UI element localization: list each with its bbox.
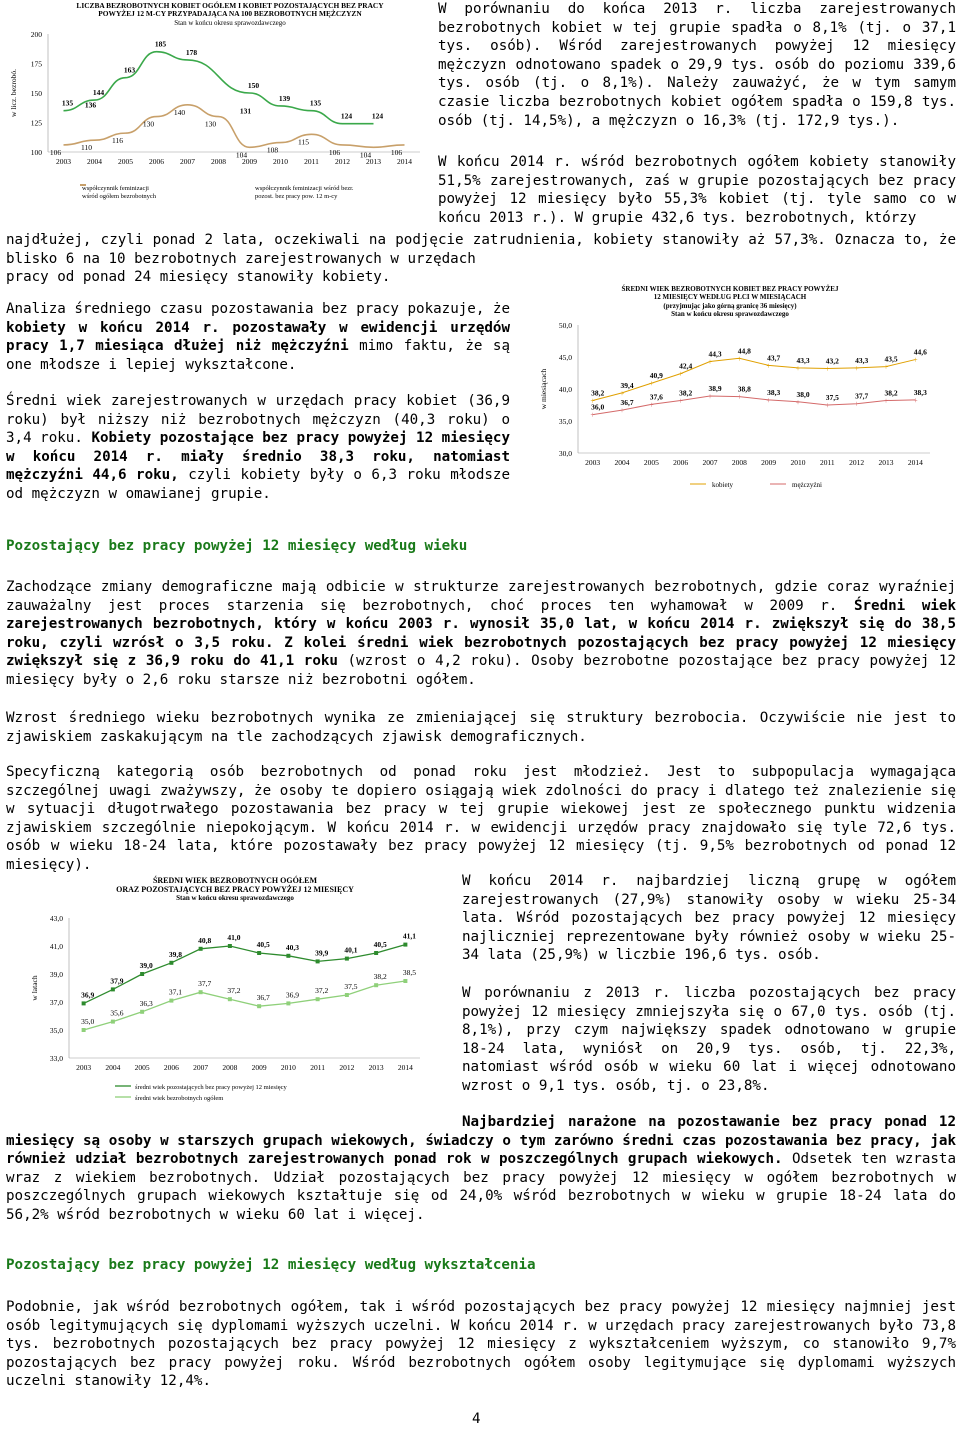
data-label: 40,5: [256, 940, 270, 949]
data-label: 38,9: [708, 384, 722, 394]
legend-label-ogolem: średni wiek bezrobotnych ogółem: [135, 1095, 224, 1102]
y-tick-label: 150: [30, 89, 42, 98]
data-label: 38,8: [737, 384, 751, 394]
y-axis-label: w miesiącach: [539, 368, 548, 410]
data-label: 44,6: [913, 347, 927, 357]
data-point-marker: [199, 990, 203, 994]
chart3-title2: ORAZ POZOSTAJĄCYCH BEZ PRACY POWYŻEJ 12 MIESIĘCY: [116, 885, 354, 894]
data-label: 135: [61, 98, 74, 108]
data-label: 136: [84, 100, 97, 110]
y-tick-label: 50,0: [558, 321, 572, 330]
chart1-subtitle: Stan w końcu okresu sprawozdawczego: [174, 19, 286, 27]
data-label: 38,2: [373, 972, 387, 982]
text-left-mid-2b: Kobiety pozostające bez pracy powyżej 12 miesięcy w końcu 2014 r. miały średnio 38,3 roku, natomiast mężczyźni 44,6 roku,: [6, 430, 510, 484]
y-tick-label: 125: [30, 118, 42, 128]
data-label: 124: [340, 111, 353, 121]
x-tick-label: 2012: [849, 458, 865, 467]
text-para-d1: Najbardziej narażone na pozostawanie bez pracy ponad 12 miesięcy są osoby w starszych grupach wiekowych, świadczy o tym zarówno średni czas pozostawania bez pracy, jak również udział bezrobotnych zarejestrowanych ponad rok w poszczególnych grupach wiekowych.: [6, 1114, 956, 1168]
text-para-b: Wzrost średniego wieku bezrobotnych wynika ze zmieniającej się struktury bezrobocia. Oczywiście nie jest to zjawiskiem zaskakującym na tle zachodzących zjawisk demograficznych.: [6, 710, 956, 745]
x-tick-label: 2013: [878, 458, 894, 467]
x-tick-label: 2003: [56, 157, 71, 166]
data-label: 39,9: [315, 948, 329, 958]
legend-label-ogolem-2: wśród ogółem bezrobotnych: [82, 193, 157, 200]
text-para-e: Podobnie, jak wśród bezrobotnych ogółem, tak i wśród pozostających bez pracy powyżej 12 miesięcy najmniej jest osób legitymujących się dyplomami wyższych uczelni. W końcu 2014 r. w urzędach pracy zarejestrowanych było 73,8 tys. bezrobotnych pozostających bez pracy powyżej 12 miesięcy z wykształceniem wyższym, co stanowiło 9,7% pozostających bez pracy powyżej roku. Wśród bezrobotnych ogółem osoby legitymujące się dyplomami wyższych uczelni stanowiły 12,4%.: [6, 1299, 956, 1390]
data-label: 38,5: [402, 968, 416, 977]
x-tick-label: 2011: [819, 458, 835, 467]
data-label: 43,2: [825, 356, 839, 366]
data-label: 185: [154, 39, 167, 49]
text-left-mid-2c: czyli kobiety były o 6,3 roku młodsze od mężczyzn w omawianej grupie.: [6, 467, 510, 502]
data-label: 43,5: [884, 354, 898, 364]
x-tick-label: 2005: [134, 1063, 150, 1072]
x-tick-label: 2008: [222, 1063, 238, 1072]
data-point-marker: +: [707, 392, 713, 402]
data-label: 106: [328, 147, 341, 157]
x-tick-label: 2007: [702, 458, 718, 467]
chart2-subtitle: (przyjmując jako górną granicę 36 miesięcy): [663, 302, 797, 310]
data-point-marker: +: [825, 401, 830, 410]
data-point-marker: [403, 979, 407, 983]
data-point-marker: [316, 997, 320, 1001]
data-label: 116: [112, 136, 123, 146]
data-point-marker: [111, 987, 115, 991]
data-point-marker: +: [825, 364, 830, 374]
data-point-marker: +: [795, 363, 801, 373]
data-point-marker: +: [883, 396, 889, 406]
y-tick-label: 43,0: [49, 914, 63, 923]
text-full-1-tail: pracy od ponad 24 miesięcy stanowiły kobiety.: [6, 269, 391, 285]
data-point-marker: [345, 957, 349, 961]
data-label: 40,5: [373, 940, 387, 949]
x-tick-label: 2004: [105, 1063, 121, 1072]
data-label: 104: [235, 150, 248, 160]
data-label: 44,8: [737, 346, 751, 356]
data-point-marker: [257, 951, 261, 955]
heading-age: Pozostający bez pracy powyżej 12 miesięcy według wieku: [6, 538, 468, 554]
x-tick-label: 2007: [193, 1063, 209, 1072]
x-tick-label: 2012: [339, 1063, 355, 1072]
data-label: 135: [309, 98, 322, 108]
data-label: 130: [142, 119, 155, 129]
y-axis-label: w latach: [30, 975, 39, 1001]
y-tick-label: 39,0: [49, 970, 63, 979]
data-point-marker: +: [913, 355, 918, 365]
x-tick-label: 2013: [368, 1063, 384, 1072]
x-tick-label: 2011: [304, 157, 319, 166]
data-label: 42,4: [679, 361, 693, 371]
text-right-low-2: W porównaniu z 2013 r. liczba pozostających bez pracy powyżej 12 miesięcy zmniejszyła się o 67,0 tys. osób (tj. 8,1%), przy czym największy spadek odnotowano w grupie 18-24 lata, wyniósł on 20,9 tys. osób, tj. 22,3%, natomiast wśród osób w wieku 60 lat i więcej odnotowano wzrost o 9,1 tys. osób, tj. o 23,8%.: [462, 985, 956, 1094]
data-point-marker: +: [883, 362, 889, 372]
data-point-marker: [374, 983, 378, 987]
y-tick-label: 200: [30, 30, 42, 39]
data-point-marker: [228, 997, 232, 1001]
data-point-marker: +: [619, 406, 625, 416]
data-label: 115: [298, 137, 309, 147]
data-label: 178: [185, 47, 198, 57]
data-label: 139: [278, 93, 291, 103]
text-left-mid-1a: Analiza średniego czasu pozostawania bez pracy pokazuje, że: [6, 301, 510, 317]
text-left-mid-2: [6, 392, 510, 504]
data-label: 38,2: [884, 388, 898, 398]
data-label: 37,5: [344, 982, 358, 991]
data-label: 37,2: [227, 986, 241, 996]
text-full-1: najdłużej, czyli ponad 2 lata, oczekiwali na podjęcie zatrudnienia, kobiety stanowiły aż 57,3%. Oznacza to, że blisko 6 na 10 bezrobotnych zarejestrowanych w urzędach: [6, 232, 956, 267]
page-number: 4: [472, 1411, 481, 1427]
data-label: 38,3: [913, 387, 927, 397]
x-tick-label: 2005: [643, 458, 659, 467]
x-tick-label: 2004: [614, 458, 630, 467]
x-tick-label: 2003: [585, 458, 601, 467]
data-label: 38,0: [796, 389, 810, 399]
y-tick-label: 175: [30, 59, 42, 69]
data-label: 38,3: [767, 387, 781, 397]
y-tick-label: 33,0: [49, 1054, 63, 1063]
legend-label-pow12: współczynnik feminizacji wśród bezr.: [255, 185, 354, 192]
y-tick-label: 100: [30, 148, 42, 157]
x-tick-label: 2010: [280, 1063, 296, 1072]
data-label: 38,2: [591, 388, 605, 398]
data-label: 40,3: [285, 942, 299, 952]
chart2-title: ŚREDNI WIEK BEZROBOTNYCH KOBIET BEZ PRACY POWYŻEJ 12 MIESIĘCY WEDŁUG PŁCI W MIESIĄCACH: [621, 285, 839, 301]
x-tick-label: 2014: [397, 1063, 413, 1072]
data-label: 39,4: [620, 380, 634, 390]
data-label: 36,0: [591, 402, 605, 412]
data-label: 104: [359, 150, 372, 160]
data-point-marker: [140, 1010, 144, 1014]
data-label: 108: [266, 145, 279, 155]
data-label: 35,6: [110, 1008, 124, 1018]
text-para-a3: (wzrost o 4,2 roku). Osoby bezrobotne pozostające bez pracy powyżej 12 miesięcy były o 2,6 roku starsze niż bezrobotni ogółem.: [6, 653, 956, 688]
data-point-marker: [286, 1001, 290, 1005]
data-point-marker: [82, 1001, 86, 1005]
data-label: 43,3: [855, 355, 869, 365]
data-label: 37,9: [110, 976, 124, 986]
data-label: 40,8: [198, 935, 212, 945]
data-point-marker: +: [854, 363, 859, 373]
data-label: 140: [173, 107, 186, 117]
data-point-marker: [82, 1028, 86, 1032]
chart-average-age: [15, 868, 455, 1108]
data-point-marker: [169, 999, 173, 1003]
data-label: 37,6: [649, 392, 663, 402]
x-tick-label: 2006: [163, 1063, 179, 1072]
text-left-mid-1c: mimo faktu, że są one młodsze i lepiej wykształcone.: [6, 338, 511, 373]
x-tick-label: 2014: [907, 458, 923, 467]
text-para-d: [6, 1113, 956, 1225]
data-label: 43,7: [767, 353, 781, 363]
data-point-marker: +: [649, 400, 654, 410]
y-tick-label: 41,0: [49, 942, 63, 951]
data-label: 41,0: [227, 933, 241, 942]
x-tick-label: 2008: [211, 157, 226, 166]
x-tick-label: 2010: [790, 458, 806, 467]
data-point-marker: +: [737, 354, 742, 364]
x-tick-label: 2006: [673, 458, 689, 467]
data-point-marker: [345, 993, 349, 997]
data-label: 37,7: [198, 979, 212, 989]
x-tick-label: 2004: [87, 157, 102, 166]
chart2-svg: [530, 285, 955, 505]
y-tick-label: 45,0: [558, 353, 572, 362]
data-point-marker: +: [707, 357, 713, 367]
x-tick-label: 2012: [335, 157, 350, 166]
text-right-top-2: W końcu 2014 r. wśród bezrobotnych ogółem kobiety stanowiły 51,5% zarejestrowanych, zaś w grupie pozostających bez pracy powyżej 12 miesięcy było 55,3% kobiet (tj. tyle samo co w końcu 2013 r.). W grupie 432,6 tys. bezrobotnych, którzy: [438, 154, 956, 226]
x-tick-label: 2009: [251, 1063, 267, 1072]
data-point-marker: +: [678, 369, 683, 379]
text-para-a: [6, 578, 956, 690]
text-left-mid-1b: kobiety w końcu 2014 r. pozostawały w ewidencji urzędów pracy 1,7 miesiąca dłużej niż mężczyźni: [6, 319, 510, 355]
data-point-marker: [403, 943, 407, 947]
data-label: 43,3: [796, 355, 810, 365]
data-point-marker: +: [590, 396, 595, 406]
x-tick-label: 2003: [76, 1063, 92, 1072]
chart-feminization: [9, 1, 435, 207]
chart3-subtitle: Stan w końcu okresu sprawozdawczego: [176, 894, 294, 902]
data-point-marker: [169, 961, 173, 965]
legend-label-kobiety: kobiety: [712, 481, 733, 489]
data-label: 110: [81, 143, 92, 153]
x-tick-label: 2010: [273, 157, 288, 166]
x-tick-label: 2006: [149, 157, 164, 166]
data-point-marker: [140, 972, 144, 976]
text-right-low-1: W końcu 2014 r. najbardziej liczną grupę w ogółem zarejestrowanych (27,9%) stanowiły osoby w wieku 25-34 lata. Wśród pozostających bez pracy powyżej 12 miesięcy najliczniej reprezentowane były również osoby w wieku 25-34 lata (25,9%) w liczbie 196,6 tys. osób.: [462, 873, 956, 964]
data-label: 106: [390, 147, 403, 157]
data-point-marker: [374, 951, 378, 955]
legend-label-pow12-2: pozost. bez pracy pow. 12 m-cy: [255, 193, 338, 200]
data-label: 40,9: [649, 371, 663, 381]
x-tick-label: 2011: [310, 1063, 325, 1072]
data-point-marker: +: [795, 397, 801, 407]
data-point-marker: +: [766, 395, 771, 405]
chart1-title: LICZBA BEZROBOTNYCH KOBIET OGÓŁEM I KOBIET POZOSTAJĄCYCH BEZ PRACY POWYŻEJ 12 M-CY PRZYPADAJĄCA NA 100 BEZROBOTNYCH MĘŻCZYZN: [76, 1, 384, 18]
y-tick-label: 40,0: [558, 385, 572, 394]
data-label: 37,7: [855, 391, 869, 401]
y-tick-label: 35,0: [558, 417, 572, 426]
data-point-marker: +: [678, 396, 683, 406]
data-point-marker: [111, 1020, 115, 1024]
y-axis-label: w licz. bezrobó.: [9, 69, 18, 117]
text-para-a1: Zachodzące zmiany demograficzne mają odbicie w strukturze zarejestrowanych bezrobotnych, gdzie coraz wyraźniej zauważalny jest proces starzenia się bezrobotnych, choć proces ten wyhamował w 2009 r.: [6, 579, 956, 614]
x-tick-label: 2005: [118, 157, 133, 166]
data-label: 150: [247, 81, 260, 90]
text-right-top-1: W porównaniu do końca 2013 r. liczba zarejestrowanych bezrobotnych kobiet w tej grupie spadła o 8,1% (tj. o 37,1 tys. osób). Wśród zarejestrowanych powyżej 12 miesięcy mężczyzn odnotowano spadek o 29,9 tys. osób do poziomu 339,6 tys. osób (tj. o 8,1%). Należy zauważyć, że w tym samym czasie liczba bezrobotnych kobiet ogółem spadła o 159,8 tys. osób (tj. 14,5%), a mężczyzn o 16,3% (tj. 172,9 tys.).: [438, 1, 956, 129]
data-point-marker: +: [649, 379, 654, 389]
data-label: 36,3: [139, 998, 153, 1008]
data-label: 37,5: [825, 393, 839, 402]
y-tick-label: 30,0: [558, 449, 572, 458]
y-tick-label: 35,0: [49, 1026, 63, 1035]
data-point-marker: [199, 947, 203, 951]
x-tick-label: 2009: [761, 458, 777, 467]
x-tick-label: 2009: [242, 157, 257, 166]
data-label: 106: [49, 147, 62, 157]
data-label: 39,0: [139, 961, 153, 970]
chart1-svg: [9, 2, 435, 207]
data-point-marker: [257, 1004, 261, 1008]
text-para-c: Specyficzną kategorią osób bezrobotnych od ponad roku jest młodzież. Jest to subpopulacja wymagająca szczególnej uwagi zważywszy, że osoby te dopiero osiągają wiek zdolności do pracy i dlatego też znalezienie się w sytuacji długotrwałego pozostawania bez pracy w tej grupie wiekowej jest ze społecznego punktu widzenia zjawiskiem szczególnie niepokojącym. W końcu 2014 r. w ewidencji urzędów pracy znajdowało się tyle 72,6 tys. osób w wieku 18-24 lata, które pozostawały bez pracy powyżej 12 miesięcy (tj. 9,5% bezrobotnych od ponad 12 miesięcy).: [6, 764, 956, 873]
data-label: 131: [239, 106, 252, 116]
text-para-a2: Średni wiek zarejestrowanych bezrobotnych, który w końcu 2003 r. wynosił 35,0 lat, w końcu 2014 r. zwiększył się do 38,5 roku, czyli wzrósł o 3,5 roku. Z kolei średni wiek bezrobotnych pozostających bez pracy powyżej 12 miesięcy zwiększył się z 36,9 roku do 41,1 roku: [6, 597, 956, 670]
data-label: 37,1: [168, 987, 182, 997]
data-point-marker: +: [766, 361, 771, 371]
x-tick-label: 2013: [366, 157, 381, 166]
data-label: 38,2: [679, 388, 693, 398]
data-label: 144: [92, 88, 105, 98]
x-tick-label: 2014: [397, 157, 412, 166]
legend-label-mezczyzni: mężczyźni: [792, 481, 822, 489]
data-label: 35,0: [81, 1017, 95, 1026]
data-point-marker: [316, 959, 320, 963]
data-label: 40,1: [344, 945, 358, 955]
data-point-marker: +: [737, 392, 742, 402]
data-label: 124: [371, 111, 384, 121]
data-label: 163: [123, 65, 136, 75]
data-label: 36,9: [81, 990, 95, 1000]
data-point-marker: +: [854, 399, 859, 409]
chart3-title: ŚREDNI WIEK BEZROBOTNYCH OGÓŁEM: [152, 876, 318, 885]
data-label: 36,9: [285, 990, 299, 1000]
text-left-mid-1: [6, 300, 510, 374]
heading-education: Pozostający bez pracy powyżej 12 miesięcy według wykształcenia: [6, 1257, 536, 1273]
data-label: 41,1: [402, 931, 416, 941]
legend-label-pow12: średni wiek pozostających bez pracy powyżej 12 miesięcy: [135, 1084, 287, 1091]
x-tick-label: 2007: [180, 157, 195, 166]
chart2-subtitle2: Stan w końcu okresu sprawozdawczego: [671, 310, 789, 318]
data-point-marker: [228, 944, 232, 948]
data-label: 39,8: [168, 949, 182, 959]
data-label: 36,7: [620, 398, 634, 408]
data-label: 37,2: [315, 986, 329, 996]
text-left-mid-2a: Średni wiek zarejestrowanych w urzędach pracy kobiet (36,9 roku) był niższy niż bezrobotnych mężczyzn (40,3 roku) o 3,4 roku.: [6, 393, 510, 447]
series-line-pow12: [61, 52, 374, 124]
data-point-marker: [286, 954, 290, 958]
y-tick-label: 37,0: [49, 998, 63, 1007]
legend-label-ogolem: współczynnik feminizacji: [82, 185, 149, 192]
data-point-marker: +: [619, 388, 625, 398]
data-point-marker: +: [590, 410, 595, 420]
data-label: 130: [204, 119, 217, 129]
data-label: 44,3: [708, 349, 722, 359]
data-label: 36,7: [256, 993, 270, 1003]
data-point-marker: +: [913, 395, 918, 405]
chart3-svg: [15, 868, 455, 1108]
x-tick-label: 2008: [731, 458, 747, 467]
text-para-d2: Odsetek ten wzrasta wraz z wiekiem bezrobotnych. Udział pozostających bez pracy powyżej 12 miesięcy w ogółem bezrobotnych w poszczególnych grupach wiekowych kształtuje się od 24,0% wśród bezrobotnych w wieku w grupie 18-24 lata do 56,2% wśród bezrobotnych w wieku 60 lat i więcej.: [6, 1151, 956, 1223]
chart-duration-months: [530, 285, 955, 505]
